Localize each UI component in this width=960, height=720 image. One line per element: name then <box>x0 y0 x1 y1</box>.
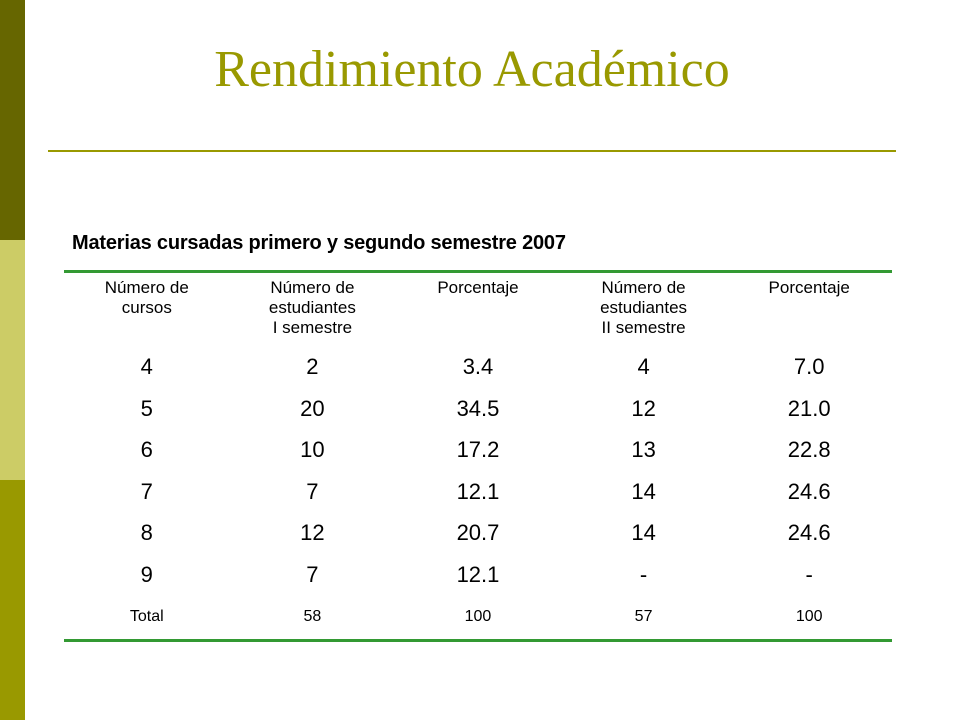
total-row <box>64 595 892 641</box>
slide-title: Rendimiento Académico <box>214 41 730 98</box>
header-line: II semestre <box>601 318 686 337</box>
total-label: Total <box>129 608 164 625</box>
header-line: estudiantes <box>600 298 688 317</box>
header-estudiantes-2 <box>561 272 727 347</box>
cell-estudiantes-1: 7 <box>306 478 319 504</box>
cell-estudiantes-2: 14 <box>631 520 656 546</box>
cell-porcentaje-2: 24.6 <box>787 478 831 504</box>
cell-cursos: 4 <box>140 354 153 380</box>
cell-estudiantes-1: 20 <box>300 395 325 421</box>
table-caption: Materias cursadas primero y segundo semestre 2007 <box>72 232 566 254</box>
total-porcentaje-1: 100 <box>464 608 492 625</box>
header-line: estudiantes <box>268 298 356 317</box>
header-line: I semestre <box>272 318 353 337</box>
cell-cursos: 8 <box>140 520 153 546</box>
cell-porcentaje-2: 24.6 <box>787 520 831 546</box>
side-bar-middle <box>0 240 25 480</box>
header-porcentaje-2 <box>726 272 892 347</box>
header-cursos <box>64 272 230 347</box>
side-bar-top <box>0 0 25 240</box>
header-porcentaje-1 <box>395 272 561 347</box>
header-line: Número de <box>104 278 189 297</box>
table-row <box>64 471 892 513</box>
cell-cursos: 5 <box>140 395 153 421</box>
cell-porcentaje-1: 34.5 <box>456 395 500 421</box>
cell-estudiantes-1: 7 <box>306 561 319 587</box>
cell-porcentaje-1: 12.1 <box>456 561 500 587</box>
total-estudiantes-1: 58 <box>303 608 322 625</box>
cell-porcentaje-1: 17.2 <box>456 437 500 463</box>
header-estudiantes-1 <box>230 272 396 347</box>
cell-estudiantes-1: 12 <box>300 520 325 546</box>
table-row <box>64 554 892 596</box>
cell-porcentaje-2: 7.0 <box>793 354 825 380</box>
cell-porcentaje-1: 12.1 <box>456 478 500 504</box>
cell-cursos: 9 <box>140 561 153 587</box>
table-row <box>64 429 892 471</box>
cell-estudiantes-2: 14 <box>631 478 656 504</box>
cell-porcentaje-2: 22.8 <box>787 437 831 463</box>
cell-estudiantes-2: 12 <box>631 395 656 421</box>
header-row <box>64 272 892 347</box>
total-estudiantes-2: 57 <box>634 608 653 625</box>
cell-cursos: 7 <box>140 478 153 504</box>
cell-porcentaje-2: 21.0 <box>787 395 831 421</box>
data-table <box>64 270 892 642</box>
cell-estudiantes-2: - <box>639 561 648 587</box>
title-divider <box>48 150 896 152</box>
cell-porcentaje-2: - <box>805 561 813 587</box>
table-row <box>64 512 892 554</box>
cell-porcentaje-1: 3.4 <box>462 354 494 380</box>
header-line: cursos <box>121 298 172 317</box>
header-line: Número de <box>270 278 355 297</box>
cell-estudiantes-2: 13 <box>631 437 656 463</box>
header-line: Porcentaje <box>768 278 850 297</box>
header-line: Porcentaje <box>437 278 519 297</box>
cell-porcentaje-1: 20.7 <box>456 520 500 546</box>
table-row <box>64 346 892 388</box>
side-bar-bottom <box>0 480 25 720</box>
data-table-wrapper <box>64 270 892 642</box>
total-porcentaje-2: 100 <box>795 608 823 625</box>
cell-cursos: 6 <box>140 437 153 463</box>
cell-estudiantes-2: 4 <box>637 354 650 380</box>
header-line: Número de <box>601 278 686 297</box>
cell-estudiantes-1: 10 <box>300 437 325 463</box>
table-row <box>64 388 892 430</box>
cell-estudiantes-1: 2 <box>306 354 319 380</box>
